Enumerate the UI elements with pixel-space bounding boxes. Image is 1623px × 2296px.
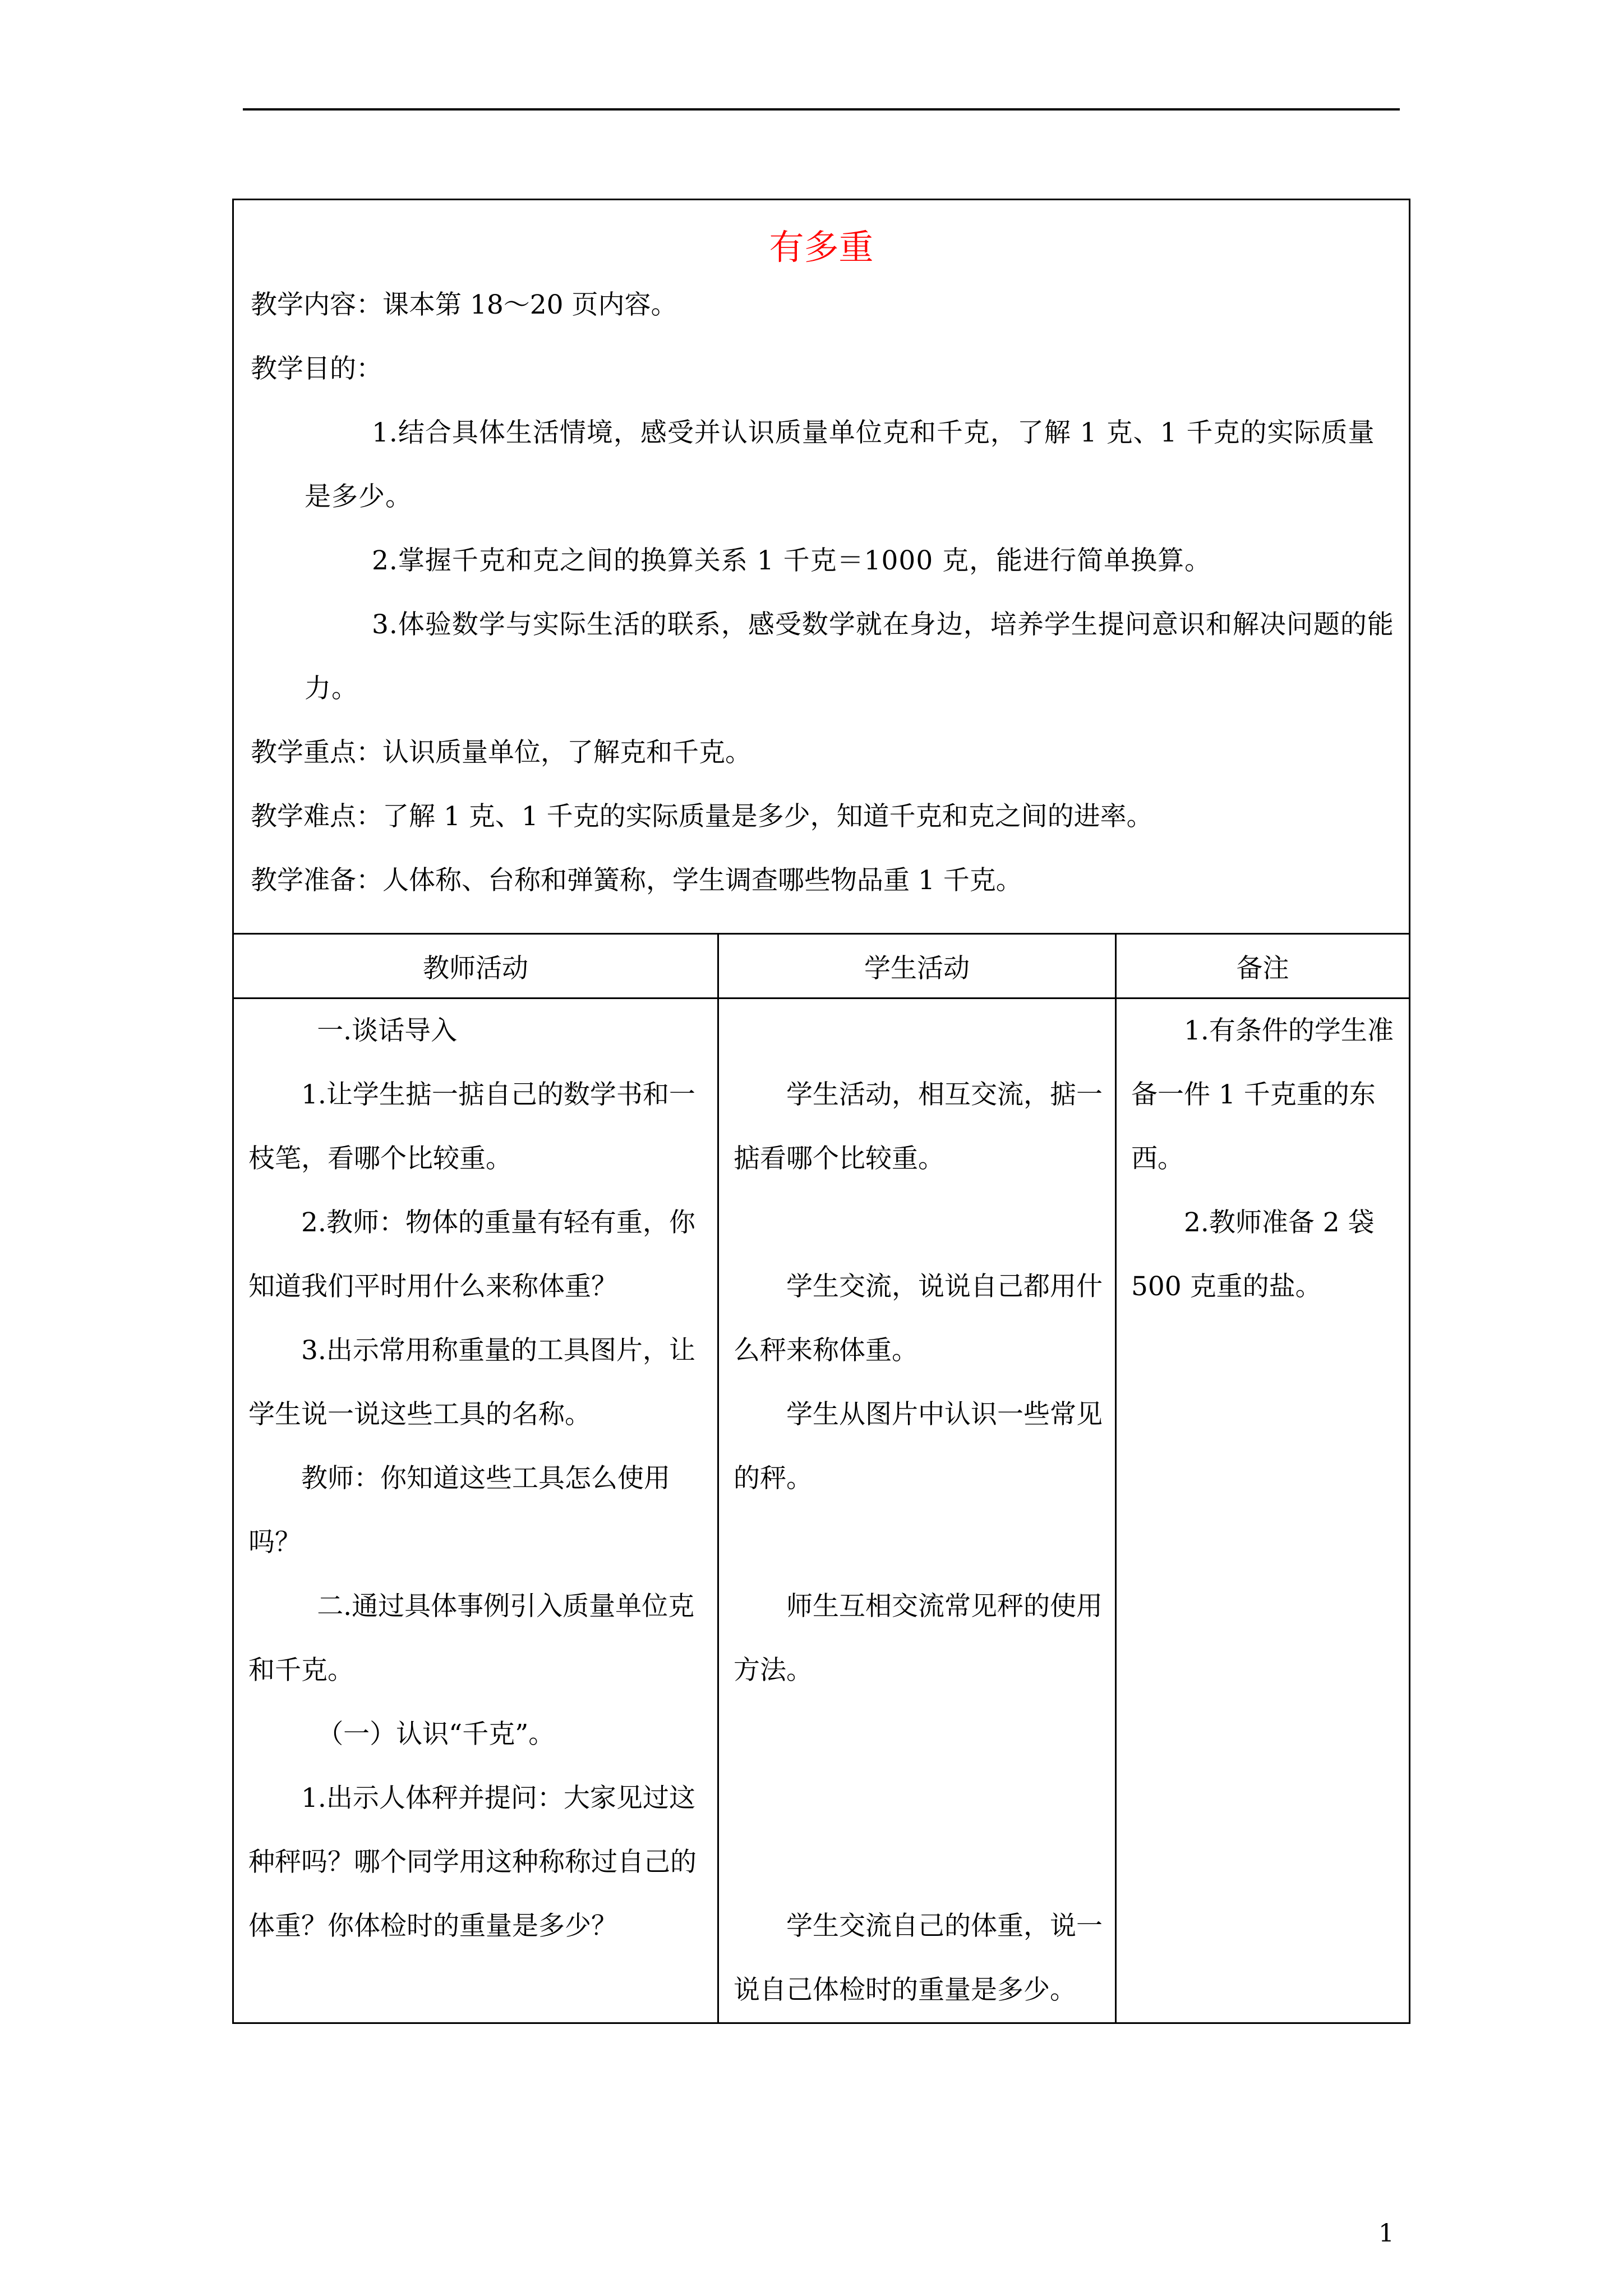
teacher-step-scale: 1.出示人体秤并提问：大家见过这种秤吗？哪个同学用这种称称过自己的体重？你体检时的重量是多少？: [248, 1783, 697, 1941]
student-step-2: 学生交流，说说自己都用什么秤来称体重。: [734, 1271, 1103, 1366]
teaching-goals-label: 教学目的：: [251, 353, 382, 384]
teacher-step-2: 2.教师：物体的重量有轻有重，你知道我们平时用什么来称体重？: [248, 1207, 695, 1302]
teacher-activity-cell: [233, 999, 718, 2023]
teaching-goal-3: 3.体验数学与实际生活的联系，感受数学就在身边，培养学生提问意识和解决问题的能力。: [305, 609, 1394, 704]
column-header-note: [1116, 934, 1410, 999]
column-header-student: [718, 934, 1116, 999]
student-activity-cell: [718, 999, 1116, 2023]
header-rule: [243, 108, 1400, 111]
teacher-section-2: 二.通过具体事例引入质量单位克和千克。: [248, 1591, 695, 1686]
teaching-content: 教学内容：课本第 18～20 页内容。: [251, 289, 677, 320]
column-header-teacher-label: 教师活动: [423, 953, 528, 984]
lesson-intro-cell: [233, 200, 1410, 934]
lesson-plan-table: [232, 199, 1410, 2024]
teacher-step-3: 3.出示常用称重量的工具图片，让学生说一说这些工具的名称。: [248, 1335, 695, 1430]
teaching-goal-1: 1.结合具体生活情境，感受并认识质量单位克和千克，了解 1 克、1 千克的实际质量是多少。: [305, 417, 1375, 512]
teaching-goal-2: 2.掌握千克和克之间的换算关系 1 千克＝1000 克，能进行简单换算。: [372, 545, 1212, 576]
column-header-teacher: [233, 934, 718, 999]
teacher-step-1: 1.让学生掂一掂自己的数学书和一枝笔，看哪个比较重。: [248, 1079, 695, 1174]
column-header-student-label: 学生活动: [864, 953, 970, 984]
notes-cell: [1116, 999, 1410, 2023]
page-number: 1: [1378, 2219, 1394, 2248]
teacher-subsection-kilogram: （一）认识“千克”。: [317, 1719, 555, 1750]
teacher-step-intro: 一.谈话导入: [317, 1015, 458, 1046]
student-step-1: 学生活动，相互交流，掂一掂看哪个比较重。: [734, 1079, 1103, 1174]
teaching-key-point: 教学重点：认识质量单位，了解克和千克。: [251, 737, 751, 768]
page-title: 有多重: [769, 227, 874, 268]
student-step-4: 师生互相交流常见秤的使用方法。: [734, 1591, 1103, 1686]
student-step-5: 学生交流自己的体重，说一说自己体检时的重量是多少。: [734, 1911, 1103, 2005]
teaching-preparation: 教学准备：人体称、台称和弹簧称，学生调查哪些物品重 1 千克。: [251, 865, 1022, 896]
note-1: 1.有条件的学生准备一件 1 千克重的东西。: [1131, 1015, 1394, 1174]
student-step-3: 学生从图片中认识一些常见的秤。: [734, 1399, 1103, 1494]
note-2: 2.教师准备 2 袋 500 克重的盐。: [1131, 1207, 1375, 1302]
teacher-question: 教师：你知道这些工具怎么使用吗？: [248, 1463, 670, 1558]
column-header-note-label: 备注: [1236, 953, 1289, 984]
teaching-difficulty: 教学难点：了解 1 克、1 千克的实际质量是多少，知道千克和克之间的进率。: [251, 801, 1153, 832]
